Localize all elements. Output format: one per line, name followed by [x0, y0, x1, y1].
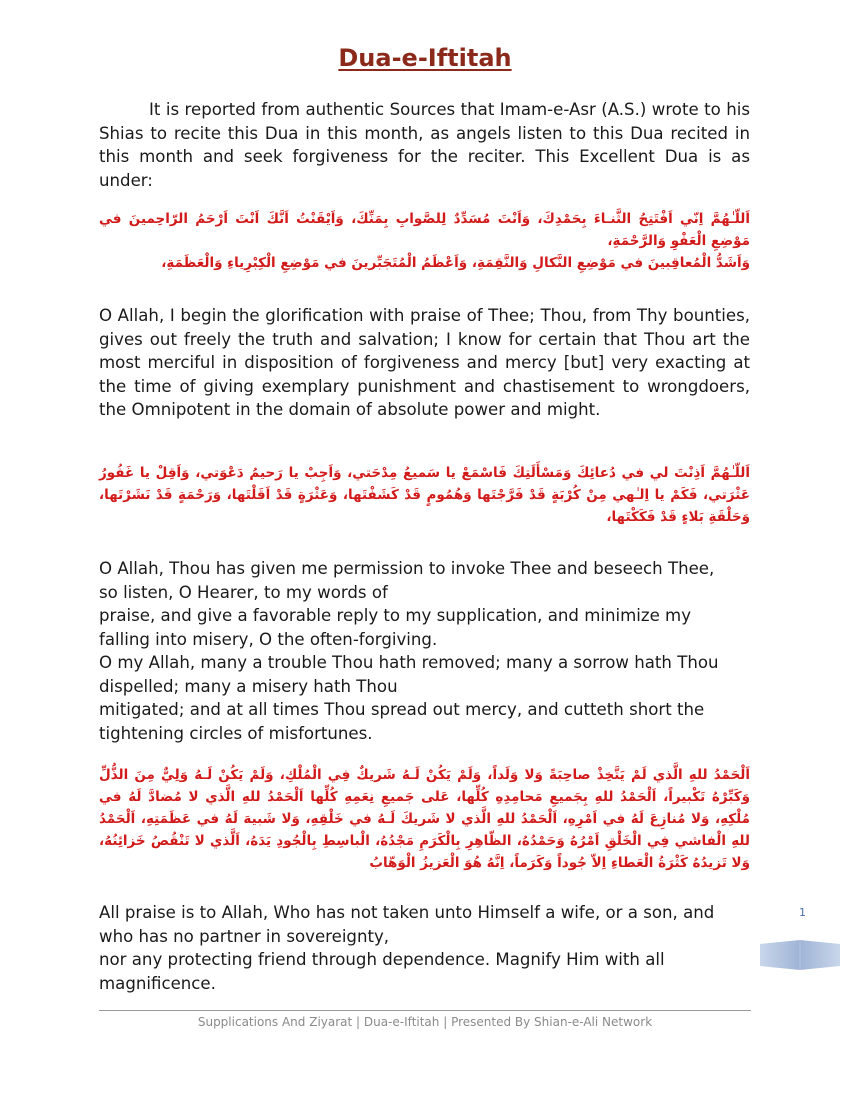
translation-line: falling into misery, O the often-forgiving.: [99, 629, 438, 649]
translation-line: mitigated; and at all times Thou spread out mercy, and cutteth short the: [99, 700, 705, 719]
translation-paragraph-3: [99, 901, 750, 995]
arabic-line: وَاَشَدُّ الْمُعاقِبينَ في مَوْضِعِ النَّكالِ وَالنَّقِمَةِ، وَاَعْظَمُ الْمُتَجَبِّرينَ في مَوْضِعِ الْكِبْرِياءِ وَالْعَظَمَةِ،: [161, 255, 750, 271]
translation-line: so listen, O Hearer, to my words of: [99, 582, 388, 602]
translation-line: O Allah, Thou has given me permission to invoke Thee and beseech Thee,: [99, 559, 715, 578]
translation-paragraph-1: O Allah, I begin the glorification with praise of Thee; Thou, from Thy bounties, gives out freely the truth and salvation; I know for certain that Thou art the most merciful in disposition of forgiveness and mercy [but] very exacting at the time of giving exemplary punishment and chastisement to wrongdoers, the Omnipotent in the domain of absolute power and might.: [99, 306, 750, 419]
intro-text: It is reported from authentic Sources that Imam-e-Asr (A.S.) wrote to his Shias to recite this Dua in this month, as angels listen to this Dua recited in this month and seek forgiveness for the reciter. This Excellent Dua is as under:: [99, 100, 750, 190]
translation-line: nor any protecting friend through dependence. Magnify Him with all: [99, 950, 665, 969]
arabic-passage-1: [99, 208, 750, 274]
page-corner-decoration: [760, 940, 840, 970]
arabic-text: اَللّـٰهُمَّ اَذِنْتَ لي في دُعائِكَ وَمَسْأَلَتِكَ فَاسْمَعْ يا سَميعُ مِدْحَتي، وَاَجِبْ يا رَحيمُ دَعْوَتي، وَاَقِلْ يا غَفُورُ عَثْرَتي، فَكَمْ يا اِلـٰهي مِنْ كُرْبَةٍ قَدْ فَرَّجْتَها وَهُمُومٍ قَدْ كَشَفْتَها، وَعَثْرَةٍ قَدْ اَقَلْتَها، وَرَحْمَةٍ قَدْ نَشَرْتَها، وَحَلْقَةِ بَلاءٍ قَدْ فَكَكْتَها،: [99, 465, 750, 525]
footer-divider: [99, 1010, 751, 1011]
arabic-passage-2: [99, 462, 750, 528]
translation-line: tightening circles of misfortunes.: [99, 723, 373, 743]
translation-line: praise, and give a favorable reply to my supplication, and minimize my: [99, 606, 692, 625]
arabic-passage-3: [99, 764, 750, 874]
page-title: [0, 44, 850, 72]
page-footer: Supplications And Ziyarat | Dua-e-Iftitah | Presented By Shian-e-Ali Network: [197, 1015, 653, 1029]
page-title-text: Dua-e-Iftitah: [338, 44, 512, 72]
page-number: 1: [799, 906, 806, 919]
translation-line: who has no partner in sovereignty,: [99, 926, 390, 946]
arabic-line: اَللّـٰهُمَّ اِنّي اَفْتَتِحُ الثَّنـاءَ بِحَمْدِكَ، وَاَنْتَ مُسَدِّدٌ لِلصَّوابِ بِمَنِّكَ، وَاَيْقَنْتُ اَنَّكَ اَنْتَ اَرْحَمُ الرّاحِمينَ في مَوْضِعِ الْعَفْوِ وَالرَّحْمَةِ،: [99, 211, 750, 249]
intro-paragraph: [99, 98, 750, 192]
translation-line: All praise is to Allah, Who has not taken unto Himself a wife, or a son, and: [99, 903, 715, 922]
translation-line: O my Allah, many a trouble Thou hath removed; many a sorrow hath Thou: [99, 653, 719, 672]
arabic-text: اَلْحَمْدُ للهِ الَّذي لَمْ يَتَّخِذْ صاحِبَةً وَلا وَلَداً، وَلَمْ يَكُنْ لَـهُ شَريكٌ فِي الْمُلْكِ، وَلَمْ يَكُنْ لَـهُ وَلِيٌّ مِنَ الذُّلِّ وَكَبِّرْهُ تَكْبيراً، اَلْحَمْدُ للهِ بِجَميعِ مَحامِدِهِ كُلِّها، عَلى جَميعِ نِعَمِهِ كُلِّها اَلْحَمْدُ للهِ الَّذي لا مُضادَّ لَهُ في مُلْكِهِ، وَلا مُنازِعَ لَهُ في اَمْرِهِ، اَلْحَمْدُ للهِ الَّذي لا شَريكَ لَـهُ في خَلْقِهِ، وَلا شَبيهَ لَهُ في عَظَمَتِهِ، اَلْحَمْدُ للهِ الْفاشي فِي الْخَلْقِ اَمْرُهُ وَحَمْدُهُ، الظّاهِرِ بِالْكَرَمِ مَجْدُهُ، الْباسِطِ بِالْجُودِ يَدَهُ، اَلَّذي لا تَنْقُصُ خَزائِنُهُ، وَلا تَزيدُهُ كَثْرَةُ الْعَطاءِ اِلاّ جُوداً وَكَرَماً، اِنَّهُ هُوَ الْعَزيزُ الْوَهّابُ: [99, 767, 750, 871]
translation-paragraph-2: [99, 557, 750, 745]
translation-line: dispelled; many a misery hath Thou: [99, 676, 398, 696]
translation-line: magnificence.: [99, 973, 216, 993]
